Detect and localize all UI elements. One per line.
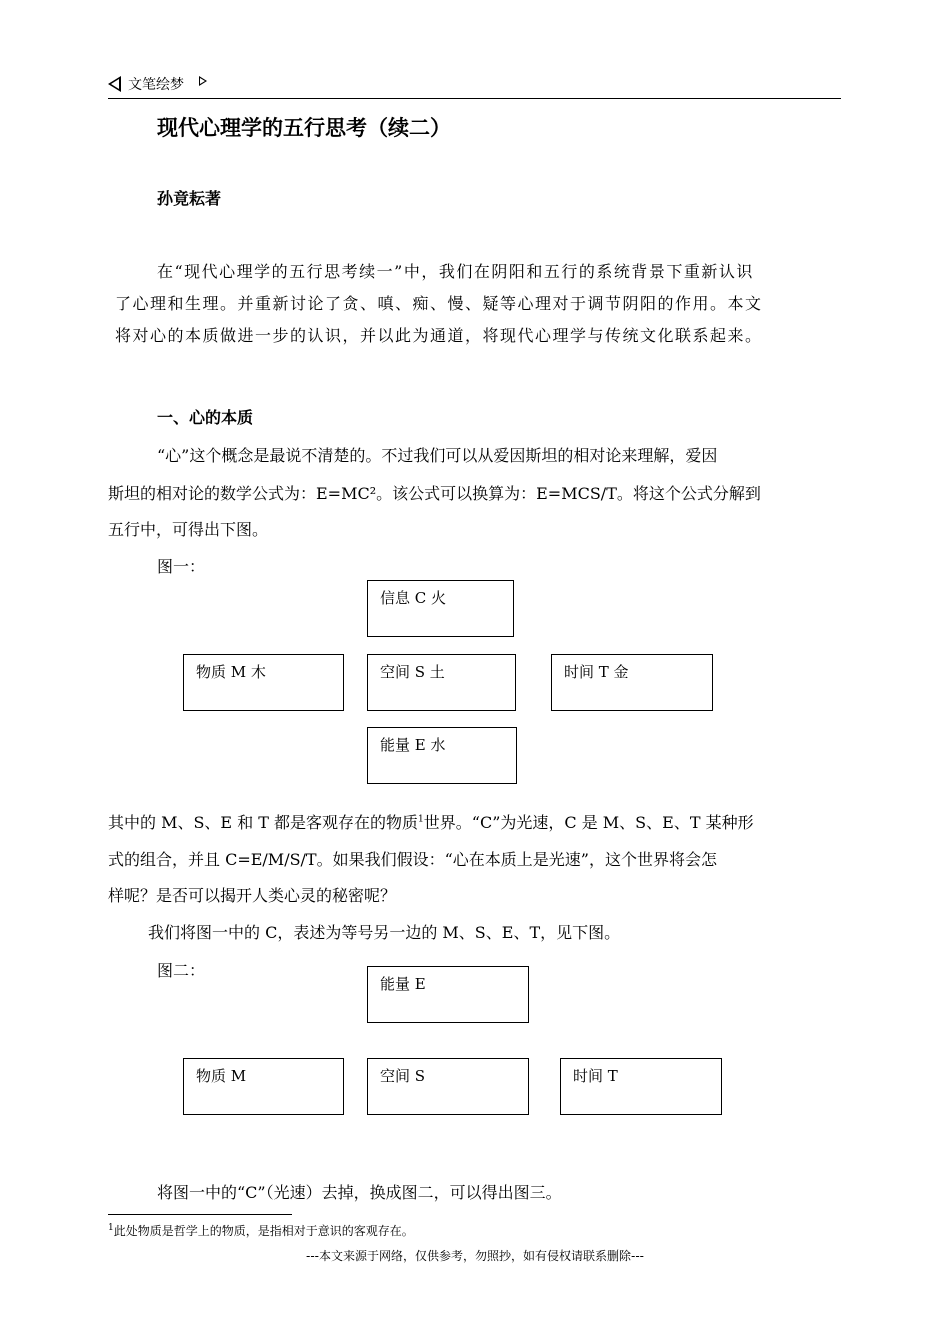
fig2-box-energy-text: 能量 E <box>380 975 426 993</box>
fig1-box-time-metal-text: 时间 T 金 <box>564 663 629 681</box>
fig1-box-info-fire <box>367 580 514 637</box>
fig1-box-energy-water <box>367 727 517 784</box>
section-heading: 一、心的本质 <box>157 408 254 427</box>
footnote <box>108 1222 414 1239</box>
fig2-box-matter <box>183 1058 344 1115</box>
para2-line-1-b: 世界。“C”为光速，C 是 M、S、E、T 某种形 <box>423 813 754 832</box>
para3: 我们将图一中的 C，表述为等号另一边的 M、S、E、T，见下图。 <box>148 923 621 942</box>
fig1-box-energy-water-text: 能量 E 水 <box>380 736 446 754</box>
footnote-mark: 1 <box>108 1223 114 1233</box>
fig2-box-energy <box>367 966 529 1023</box>
para2-line-2: 式的组合，并且 C=E/M/S/T。如果我们假设：“心在本质上是光速”，这个世界将会怎 <box>108 850 717 869</box>
para2-line-3: 样呢？是否可以揭开人类心灵的秘密呢？ <box>108 886 397 905</box>
left-triangle-icon-inner <box>111 79 119 89</box>
fig2-box-time-text: 时间 T <box>573 1067 618 1085</box>
intro-line-2: 了心理和生理。并重新讨论了贪、嗔、痴、慢、疑等心理对于调节阴阳的作用。本文 <box>115 294 763 313</box>
intro-line-1: 在“现代心理学的五行思考续一”中，我们在阴阳和五行的系统背景下重新认识 <box>157 262 754 281</box>
fig1-box-matter-wood-text: 物质 M 木 <box>196 663 266 681</box>
intro-line-3: 将对心的本质做进一步的认识，并以此为通道，将现代心理学与传统文化联系起来。 <box>115 326 763 345</box>
footnote-ref: 1 <box>418 814 424 825</box>
page-title: 现代心理学的五行思考（续二） <box>157 116 451 140</box>
fig2-box-matter-text: 物质 M <box>196 1067 247 1085</box>
fig2-box-space-text: 空间 S <box>380 1067 426 1085</box>
figure1-label: 图一： <box>157 557 206 576</box>
para2-line-1 <box>108 810 754 833</box>
fig2-box-time <box>560 1058 722 1115</box>
footnote-divider <box>108 1214 292 1215</box>
right-triangle-icon-inner <box>200 78 205 84</box>
page-footer: ---本文来源于网络，仅供参考，勿照抄，如有侵权请联系删除--- <box>306 1249 644 1263</box>
footnote-text: 此处物质是哲学上的物质，是指相对于意识的客观存在。 <box>113 1224 414 1238</box>
fig1-box-space-earth <box>367 654 516 711</box>
author-line: 孙竟耘著 <box>157 189 222 208</box>
fig2-box-space <box>367 1058 529 1115</box>
para1-line-3: 五行中，可得出下图。 <box>108 520 269 539</box>
fig1-box-info-fire-text: 信息 C 火 <box>380 589 447 607</box>
para4: 将图一中的“C”（光速）去掉，换成图二，可以得出图三。 <box>157 1183 562 1202</box>
header-label: 文笔绘梦 <box>128 77 184 93</box>
figure2-label: 图二： <box>157 961 206 980</box>
running-header <box>108 74 841 99</box>
fig1-box-time-metal <box>551 654 713 711</box>
para2-line-1-a: 其中的 M、S、E 和 T 都是客观存在的物质 <box>108 813 419 832</box>
fig1-box-space-earth-text: 空间 S 土 <box>380 663 445 681</box>
fig1-box-matter-wood <box>183 654 344 711</box>
para1-line-1: “心”这个概念是最说不清楚的。不过我们可以从爱因斯坦的相对论来理解，爱因 <box>157 446 718 465</box>
para1-line-2: 斯坦的相对论的数学公式为：E=MC²。该公式可以换算为：E=MCS/T。将这个公式分解到 <box>108 484 761 503</box>
